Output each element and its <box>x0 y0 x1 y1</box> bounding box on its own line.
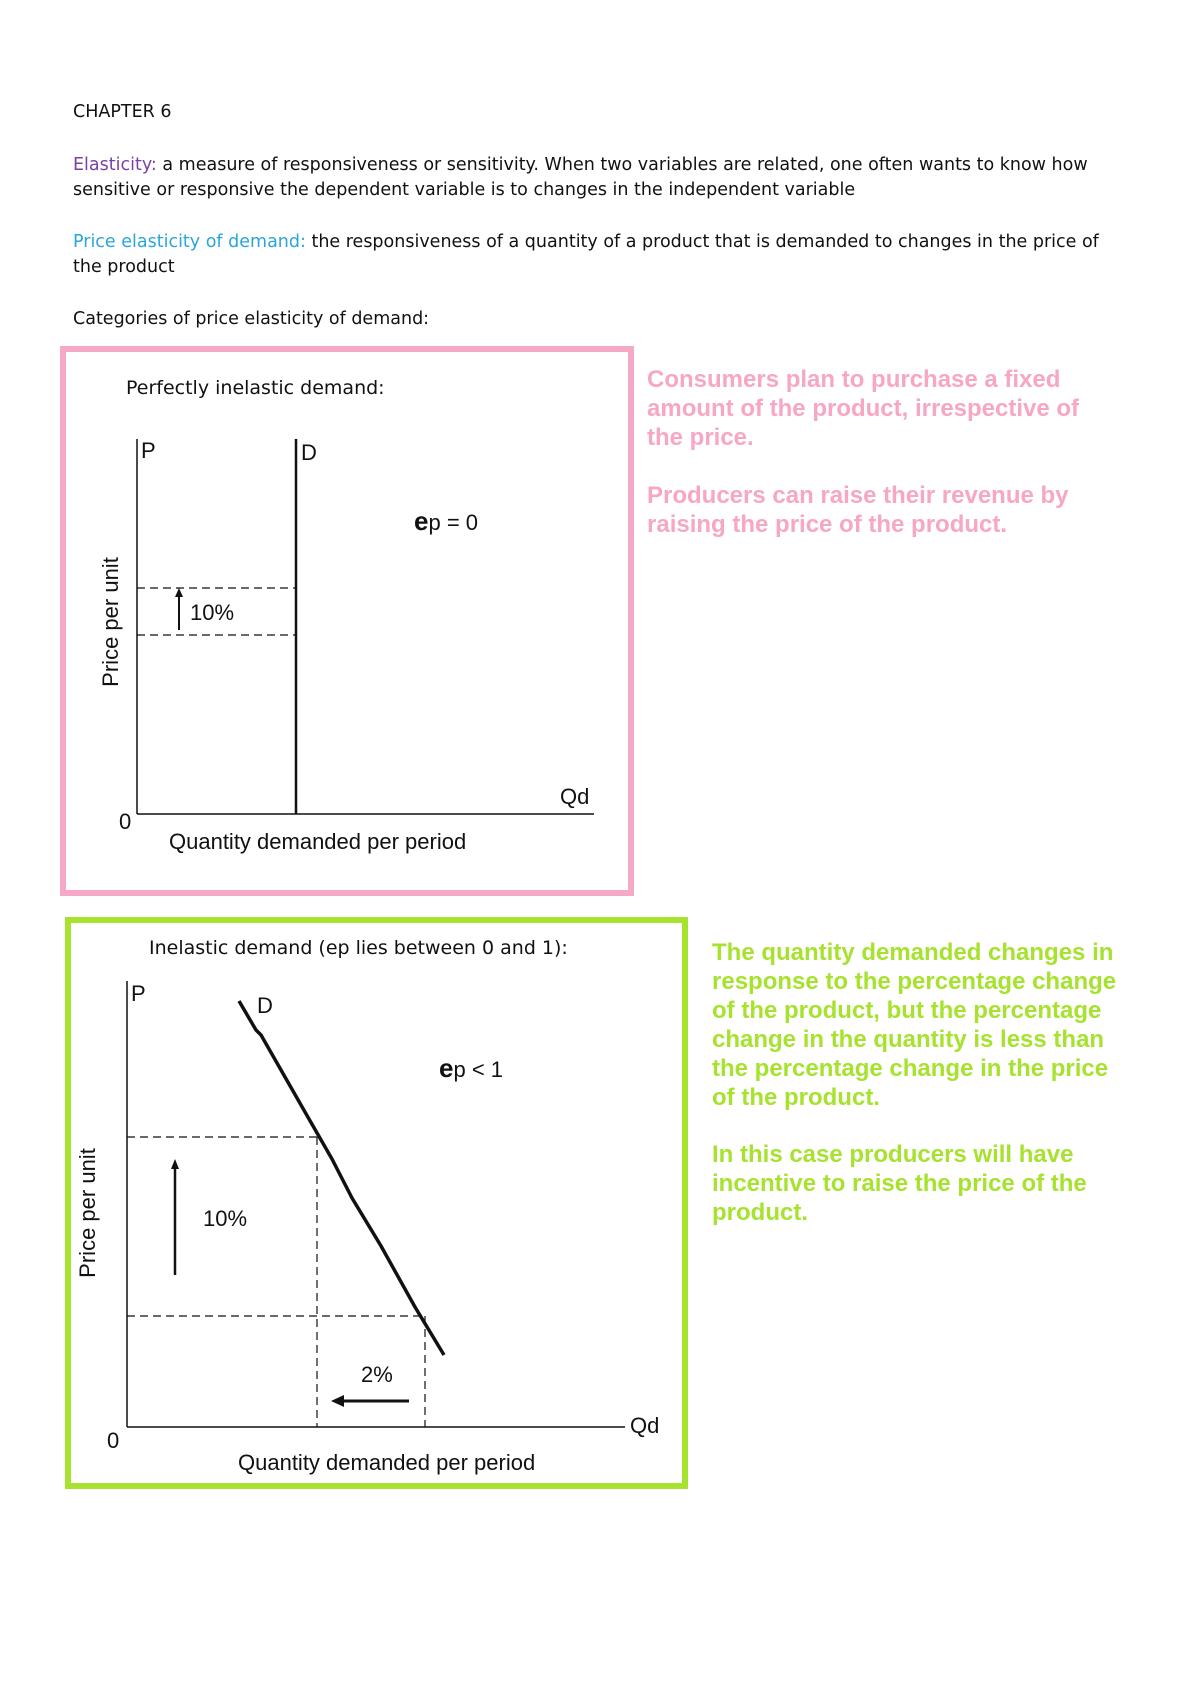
chart2-axis-qd: Qd <box>630 1413 660 1438</box>
chart1-x-label: Quantity demanded per period <box>169 829 467 854</box>
inelastic-chart <box>71 923 682 1483</box>
perfectly-inelastic-chart <box>66 352 628 890</box>
chart1-axis-p: P <box>141 438 156 463</box>
price-elasticity-term: Price elasticity of demand: <box>73 232 306 252</box>
elasticity-definition <box>73 153 1133 203</box>
chart1-demand-label: D <box>301 440 317 465</box>
chart2-title: Inelastic demand (ep lies between 0 and 1): <box>149 937 568 959</box>
inelastic-note-quantity: The quantity demanded changes in response to the percentage change of the product, but the percentage change in the quantity is less than the percentage change in the price of the product. <box>712 939 1117 1111</box>
chart2-price-change-label: 10% <box>203 1206 248 1231</box>
chart2-price-arrow-head <box>171 1159 179 1169</box>
price-elasticity-definition <box>73 230 1133 280</box>
perfectly-inelastic-note-producers: Producers can raise their revenue by raising the price of the product. <box>647 482 1069 538</box>
chart2-y-label: Price per unit <box>75 1148 100 1278</box>
perfectly-inelastic-note-consumers: Consumers plan to purchase a fixed amount of the product, irrespective of the price. <box>647 366 1080 451</box>
chart2-qty-change-label: 2% <box>361 1362 393 1387</box>
elasticity-term: Elasticity: <box>73 155 157 175</box>
chart1-y-label: Price per unit <box>98 557 123 687</box>
chart1-price-change-label: 10% <box>190 600 235 625</box>
chapter-heading: CHAPTER 6 <box>73 102 172 122</box>
chart1-axis-qd: Qd <box>560 784 590 809</box>
chart2-axis-p: P <box>131 981 146 1006</box>
chart2-origin: 0 <box>107 1428 120 1453</box>
elasticity-definition-text: a measure of responsiveness or sensitivity. When two variables are related, one often wants to know how sensitive or responsive the dependent variable is to changes in the independent variable <box>73 155 1088 200</box>
chart2-x-label: Quantity demanded per period <box>238 1450 536 1475</box>
inelastic-note-producers: In this case producers will have incentive to raise the price of the product. <box>712 1141 1087 1226</box>
inelastic-frame <box>65 917 688 1489</box>
categories-heading: Categories of price elasticity of demand: <box>73 309 430 329</box>
chart1-elasticity: ep = 0 <box>414 506 479 536</box>
chart2-elasticity: ep < 1 <box>439 1053 504 1083</box>
chart2-qty-arrow-head <box>331 1395 344 1407</box>
chart1-arrow-head <box>175 588 183 597</box>
chart2-demand-curve <box>239 1001 444 1355</box>
chart1-title: Perfectly inelastic demand: <box>126 377 385 399</box>
perfectly-inelastic-frame <box>60 346 634 896</box>
price-elasticity-definition-text: the responsiveness of a quantity of a product that is demanded to changes in the price of the product <box>73 232 1099 277</box>
chart1-origin: 0 <box>119 809 132 834</box>
chart2-demand-label: D <box>257 993 273 1018</box>
